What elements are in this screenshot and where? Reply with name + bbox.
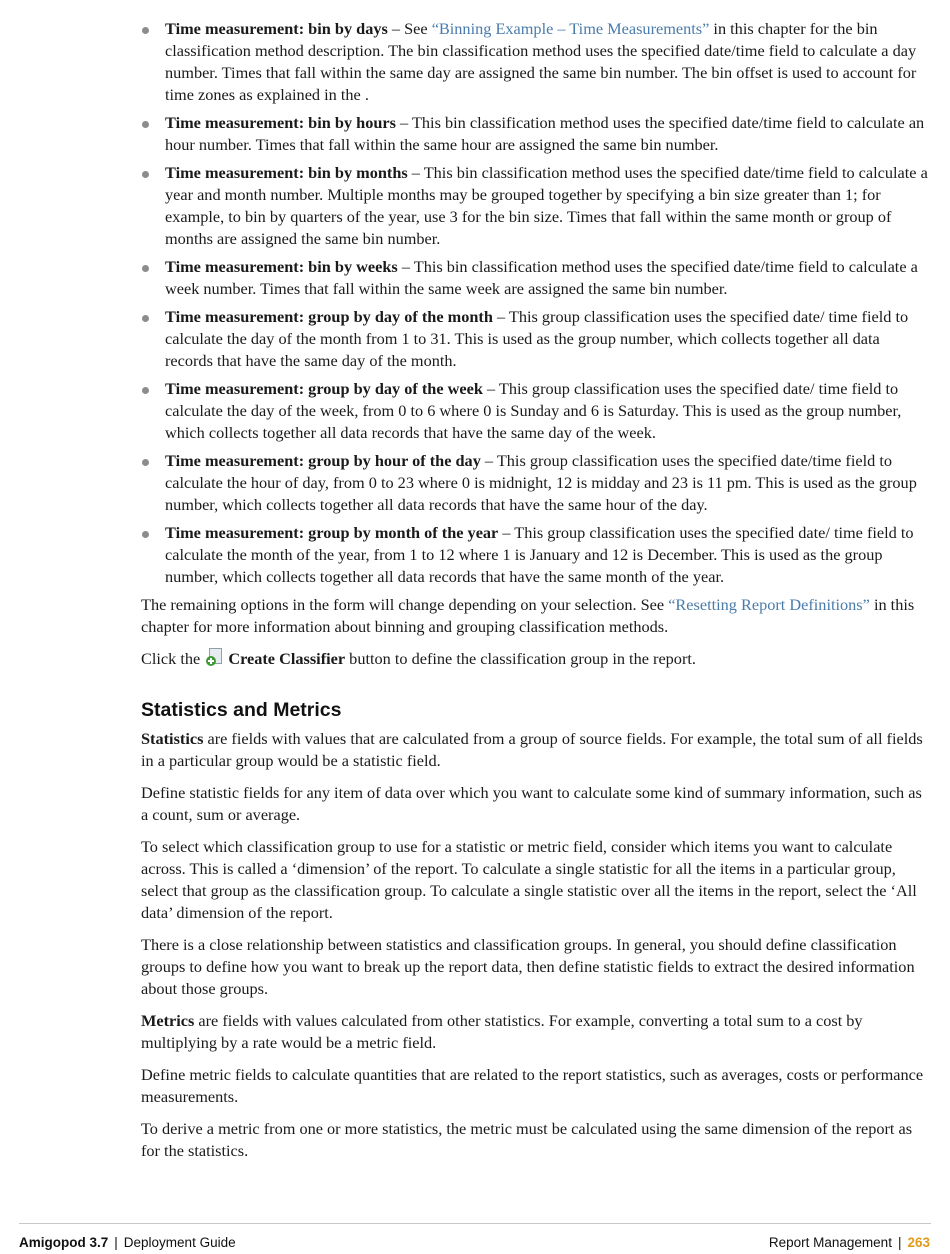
bullet-text: in this chapter for the bin classification method description. The bin classification method uses the specified date/time field to calculate a day number. Times that fall within the same day are assigned the same bin number. The bin offset is used to account for time zones as explained in the . xyxy=(165,19,917,104)
document-body xyxy=(141,18,931,1172)
bullet-term: Time measurement: group by hour of the day xyxy=(165,451,481,470)
guide-name: Deployment Guide xyxy=(123,1235,236,1250)
derive-metric-paragraph: To derive a metric from one or more statistics, the metric must be calculated using the same dimension of the report as for the statistics. xyxy=(141,1119,913,1160)
list-item xyxy=(141,112,931,156)
product-name: Amigopod 3.7 xyxy=(19,1235,109,1250)
bullet-dash: – See xyxy=(387,19,432,38)
bullet-text: – This bin classification method uses the specified date/time field to calculate an hour number. Times that fall within the same hour are assigned the same bin number. xyxy=(165,113,925,154)
list-item xyxy=(141,306,931,372)
footer-separator: | xyxy=(114,1235,118,1250)
remaining-options-paragraph xyxy=(141,594,931,638)
bullet-text: – This bin classification method uses the specified date/time field to calculate a week number. Times that fall within the same week are assigned the same bin number. xyxy=(165,257,918,298)
section-title: Statistics and Metrics xyxy=(141,699,342,721)
resetting-report-definitions-link[interactable]: “Resetting Report Definitions” xyxy=(668,595,870,614)
chapter-name: Report Management xyxy=(768,1235,892,1250)
metric-fields-paragraph: Define metric fields to calculate quantities that are related to the report statistics, such as averages, costs or performance measurements. xyxy=(141,1065,924,1106)
list-item xyxy=(141,162,931,250)
list-item xyxy=(141,18,931,106)
bullet-term: Time measurement: bin by hours xyxy=(165,113,396,132)
list-item xyxy=(141,256,931,300)
list-item xyxy=(141,450,931,516)
paragraph-text: are fields with values that are calculated from a group of source fields. For example, the total sum of all fields in a particular group would be a statistic field. xyxy=(141,729,923,770)
bullet-term: Time measurement: bin by weeks xyxy=(165,257,398,276)
paragraph-text: Click the xyxy=(141,649,205,668)
click-classifier-paragraph xyxy=(141,648,931,670)
bullet-text: – This group classification uses the specified date/time field to calculate the hour of day, from 0 to 23 where 0 is midnight, 12 is midday and 23 is 11 pm. This is used as the group number, which collects together all data records that have the same hour of the day. xyxy=(165,451,917,514)
bullet-term: Time measurement: bin by months xyxy=(165,163,408,182)
metrics-definition xyxy=(141,1010,931,1054)
list-item xyxy=(141,378,931,444)
bullet-text: – This group classification uses the specified date/ time field to calculate the month of the year, from 1 to 12 where 1 is January and 12 is December. This is used as the group number, which collects together all data records that have the same month of the year. xyxy=(165,523,914,586)
statistics-summary-paragraph: Define statistic fields for any item of data over which you want to calculate some kind of summary information, such as a count, sum or average. xyxy=(141,783,922,824)
classification-method-list xyxy=(141,18,931,588)
binning-example-link[interactable]: “Binning Example – Time Measurements” xyxy=(431,19,710,38)
bullet-text: – This group classification uses the specified date/ time field to calculate the day of the week, from 0 to 6 where 0 is Sunday and 6 is Saturday. This is used as the group number, which collects together all data records that have the same day of the week. xyxy=(165,379,902,442)
statistics-term: Statistics xyxy=(141,729,204,748)
bullet-text: – This bin classification method uses the specified date/time field to calculate a year and month number. Multiple months may be grouped together by specifying a bin size greater than 1; for example, to bin by quarters of the year, use 3 for the bin size. Times that fall within the same month or group of months are assigned the same bin number. xyxy=(165,163,928,248)
statistics-definition xyxy=(141,728,931,772)
bullet-text: – This group classification uses the specified date/ time field to calculate the day of the month from 1 to 31. This is used as the group number, which collects together all data records that have the same day of the month. xyxy=(165,307,909,370)
create-classifier-icon xyxy=(206,648,224,666)
dimension-paragraph: To select which classification group to use for a statistic or metric field, consider which items you want to calculate across. This is called a ‘dimension’ of the report. To calculate a single statistic for all the items in a particular group, select that group as the classification group. To calculate a single statistic over all the items in the report, select the ‘All data’ dimension of the report. xyxy=(141,837,917,922)
footer-right xyxy=(769,1234,930,1251)
paragraph-text: are fields with values calculated from other statistics. For example, converting a total sum to a cost by multiplying by a rate would be a metric field. xyxy=(141,1011,863,1052)
footer-separator: | xyxy=(897,1235,902,1250)
page-number: 263 xyxy=(907,1235,930,1250)
relationship-paragraph: There is a close relationship between statistics and classification groups. In general, you should define classification groups to define how you want to break up the report data, then define statistic fields to extract the desired information about those groups. xyxy=(141,935,915,998)
bullet-term: Time measurement: group by day of the month xyxy=(165,307,493,326)
paragraph-text: button to define the classification group in the report. xyxy=(345,649,696,668)
create-classifier-label: Create Classifier xyxy=(228,649,346,668)
bullet-term: Time measurement: group by day of the week xyxy=(165,379,483,398)
bullet-term: Time measurement: bin by days xyxy=(165,19,388,38)
bullet-term: Time measurement: group by month of the year xyxy=(165,523,499,542)
footer-left xyxy=(19,1234,236,1251)
paragraph-text: The remaining options in the form will change depending on your selection. See xyxy=(141,595,669,614)
list-item xyxy=(141,522,931,588)
footer-divider xyxy=(19,1223,931,1224)
metrics-term: Metrics xyxy=(141,1011,195,1030)
paragraph-text: in this chapter for more information about binning and grouping classification methods. xyxy=(141,595,915,636)
